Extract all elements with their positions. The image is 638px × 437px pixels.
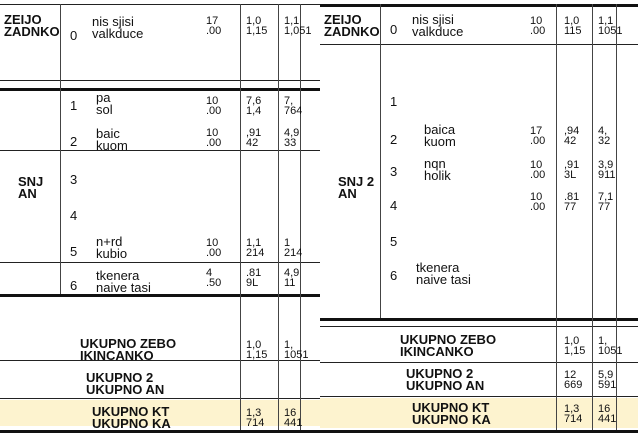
subtotal-label: UKUPNO ZEBO IKINCANKO	[80, 338, 177, 362]
row-description: n+rd kubio	[96, 236, 128, 260]
row-col-1: 10 .00	[530, 160, 546, 180]
subtotal-col-2: 1,0 1,15	[564, 336, 586, 356]
row-col-2: 1,1 214	[246, 238, 265, 258]
row-col-3: 3,9 911	[598, 160, 616, 180]
row-col-1: 10 .00	[530, 192, 546, 212]
header-col-1: 17 .00	[206, 16, 222, 36]
row-description: pa sol	[96, 92, 113, 116]
row-number: 1	[390, 96, 398, 108]
row-number: 3	[390, 166, 398, 178]
row-col-3: 4, 32	[598, 126, 611, 146]
subtotal-col-3: 1, 1051	[284, 340, 309, 360]
header-col-2: 1,0 1,15	[246, 16, 268, 36]
row-col-1: 10 .00	[206, 96, 222, 116]
row-col-2: ,94 42	[564, 126, 580, 146]
row-number: 6	[70, 280, 78, 292]
row-col-3: 4,9 11	[284, 268, 300, 288]
total-col-2: 1,3 714	[564, 404, 583, 424]
row-number: 5	[70, 246, 78, 258]
header-group-label: ZEIJO ZADNKO	[4, 14, 60, 38]
row-number: 3	[70, 174, 78, 186]
group-label: SNJ 2 AN	[338, 176, 375, 200]
row-col-2: 7,6 1,4	[246, 96, 262, 116]
row-col-1: 10 .00	[206, 238, 222, 258]
row-col-2: ,91 42	[246, 128, 262, 148]
row-description: baica kuom	[424, 124, 456, 148]
subtotal-col-3: 1, 1051	[598, 336, 623, 356]
row-col-3: 4,9 33	[284, 128, 300, 148]
row-description: baic kuom	[96, 128, 128, 152]
row-col-2: .81 9L	[246, 268, 262, 288]
row-col-1: 10 .00	[206, 128, 222, 148]
header-group-label: ZEIJO ZADNKO	[324, 14, 380, 38]
subtotal-2-label: UKUPNO 2 UKUPNO AN	[86, 372, 165, 396]
row-number: 4	[390, 200, 398, 212]
row-col-3: 1 214	[284, 238, 303, 258]
row-col-1: 17 .00	[530, 126, 546, 146]
subtotal-col-2: 1,0 1,15	[246, 340, 268, 360]
row-description: tkenera naive tasi	[416, 262, 471, 286]
subtotal-2-col-2: 12 669	[564, 370, 583, 390]
header-col-1: 10 .00	[530, 16, 546, 36]
row-description: tkenera naive tasi	[96, 270, 151, 294]
header-description: nis sjisi valkduce	[412, 14, 464, 38]
subtotal-label: UKUPNO ZEBO IKINCANKO	[400, 334, 497, 358]
row-description: nqn holik	[424, 158, 451, 182]
row-number: 6	[390, 270, 398, 282]
total-label: UKUPNO KT UKUPNO KA	[412, 402, 491, 426]
subtotal-2-label: UKUPNO 2 UKUPNO AN	[406, 368, 485, 392]
header-row-number: 0	[390, 24, 398, 36]
right-table	[320, 0, 638, 437]
row-col-2: ,91 3L	[564, 160, 580, 180]
total-col-3: 16 441	[598, 404, 617, 424]
header-col-3: 1,1 1,051	[284, 16, 312, 36]
row-number: 1	[70, 100, 78, 112]
row-number: 2	[70, 136, 78, 148]
header-description: nis sjisi valkduce	[92, 16, 144, 40]
header-row-number: 0	[70, 30, 78, 42]
subtotal-2-col-3: 5,9 591	[598, 370, 617, 390]
total-col-3: 16 441	[284, 408, 303, 428]
row-col-3: 7, 764	[284, 96, 303, 116]
row-col-1: 4 .50	[206, 268, 222, 288]
header-col-3: 1,1 1051	[598, 16, 623, 36]
row-number: 5	[390, 236, 398, 248]
row-col-2: .81 77	[564, 192, 580, 212]
total-label: UKUPNO KT UKUPNO KA	[92, 406, 171, 430]
total-col-2: 1,3 714	[246, 408, 265, 428]
row-col-3: 7,1 77	[598, 192, 614, 212]
row-number: 4	[70, 210, 78, 222]
header-col-2: 1,0 115	[564, 16, 582, 36]
row-number: 2	[390, 134, 398, 146]
group-label: SNJ AN	[18, 176, 44, 200]
